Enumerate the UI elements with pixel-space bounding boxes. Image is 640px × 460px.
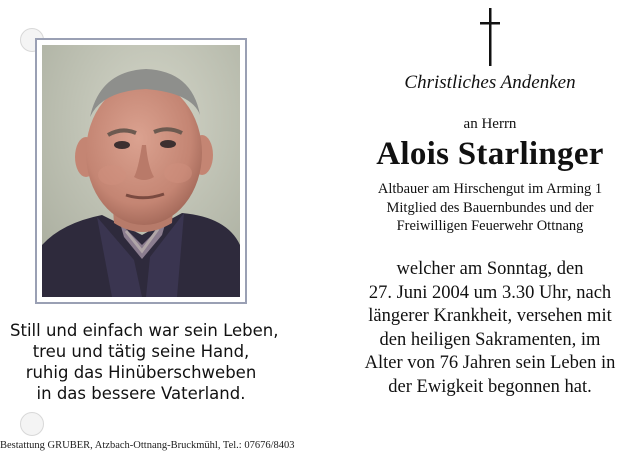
portrait-frame [35,38,247,304]
description-line: Freiwilligen Feuerwehr Ottnang [396,218,584,234]
description-line: Altbauer am Hirschengut im Arming 1 [377,181,603,197]
description-line: Mitglied des Bauernbundes und der [386,199,594,216]
bio-line: längerer Krankheit, versehen mit [368,306,612,326]
poem-line: in das bessere Vaterland. [36,384,246,403]
poem-line: treu und tätig seine Hand, [32,342,250,361]
cross-icon [477,8,503,66]
poem-line: ruhig das Hinüberschweben [25,363,257,382]
bio-line: den heiligen Sakramenten, im [379,329,601,350]
bio-line: der Ewigkeit begonnen hat. [388,376,592,397]
poem [10,320,279,404]
memorial-heading: Christliches Andenken [404,72,576,93]
punch-hole-bottom [20,412,44,436]
deceased-description [340,180,640,236]
portrait-photo [42,45,240,297]
poem-line: Still und einfach war sein Leben, [10,321,279,340]
deceased-name: Alois Starlinger [376,136,604,172]
portrait-illustration [42,45,240,297]
memorial-intro: an Herrn [463,116,517,132]
bio-line: Alter von 76 Jahren sein Leben in [364,353,616,373]
death-notice [340,258,640,399]
bio-line: welcher am Sonntag, den [396,259,584,279]
bio-line: 27. Juni 2004 um 3.30 Uhr, nach [368,282,612,303]
funeral-home-footer: Bestattung GRUBER, Atzbach-Ottnang-Bruckmühl, Tel.: 07676/8403 [0,440,295,451]
